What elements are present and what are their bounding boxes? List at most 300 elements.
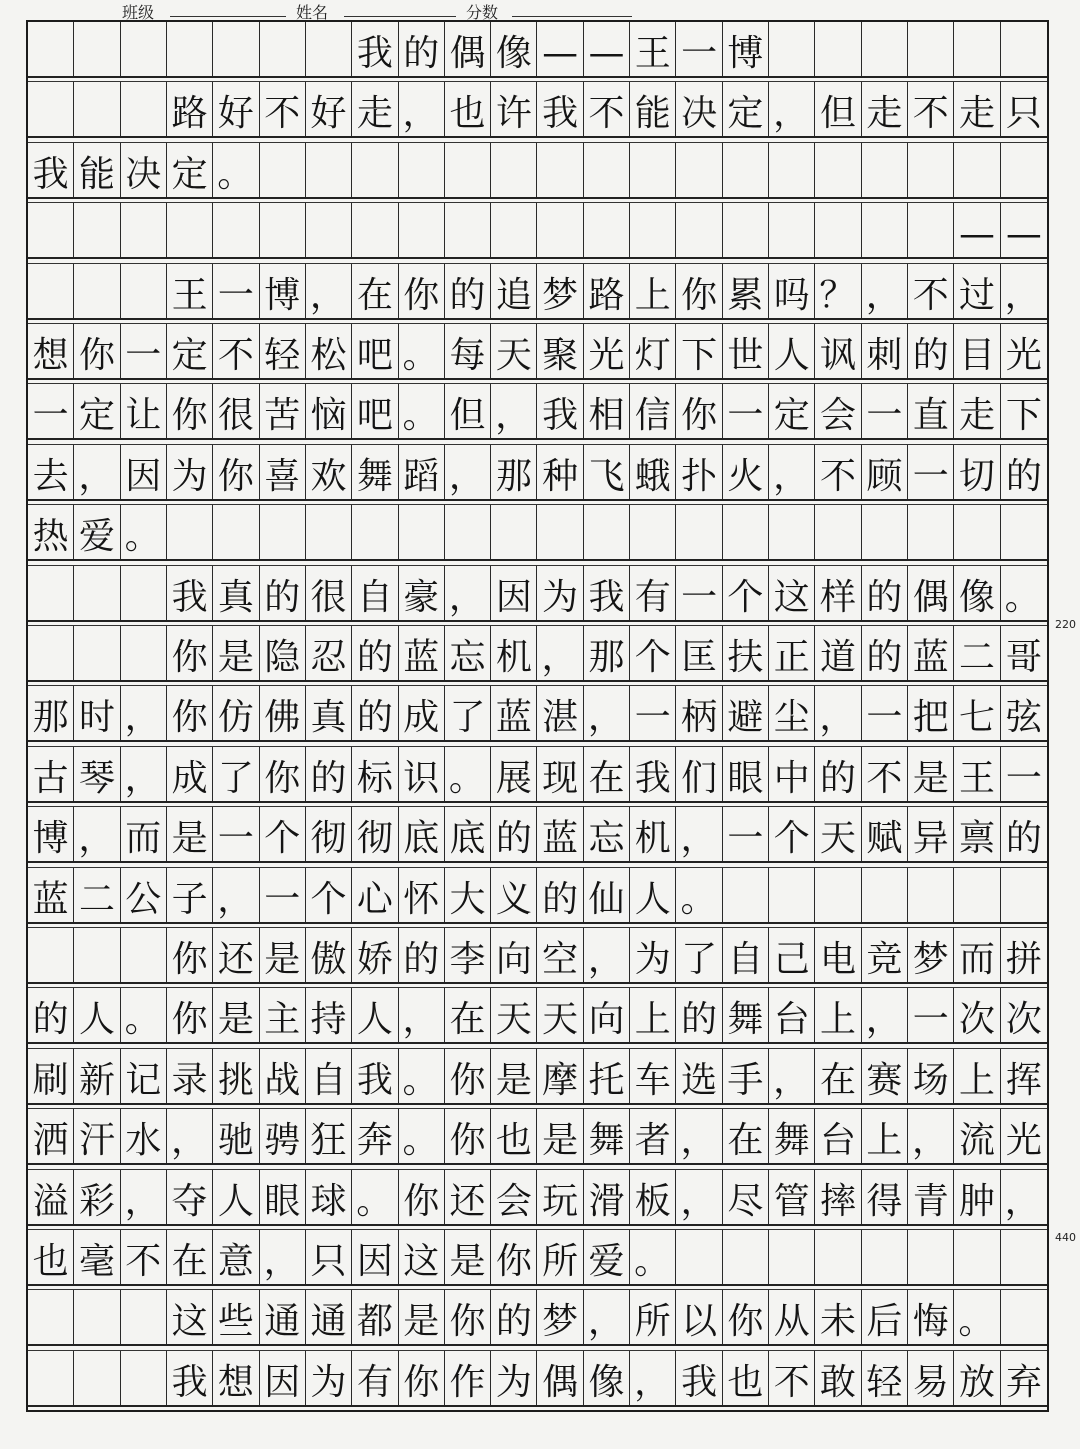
- grid-cell: [862, 203, 908, 257]
- grid-cell: [28, 626, 74, 680]
- grid-cell: [306, 203, 352, 257]
- grid-cell: [676, 505, 722, 559]
- grid-cell: 二: [74, 868, 120, 922]
- grid-cell: [167, 505, 213, 559]
- grid-cell: [213, 22, 259, 76]
- grid-cell: 了: [445, 686, 491, 740]
- grid-cell: 异: [908, 807, 954, 861]
- grid-cell: [723, 203, 769, 257]
- grid-cell: 通: [260, 1290, 306, 1344]
- grid-cell: [630, 203, 676, 257]
- grid-cell: [769, 868, 815, 922]
- grid-cell: 次: [1005, 999, 1042, 1041]
- grid-cell: 的: [908, 324, 954, 378]
- grid-cell: —: [584, 22, 630, 76]
- grid-cell: ，: [630, 1351, 676, 1405]
- grid-cell: 是: [213, 988, 259, 1042]
- grid-cell: 上: [630, 264, 676, 318]
- grid-cell: 不: [584, 82, 630, 136]
- grid-cell: 不: [908, 82, 954, 136]
- grid-cell: 很: [213, 384, 259, 438]
- grid-cell: 公: [121, 868, 167, 922]
- grid-cell: 是: [908, 747, 954, 801]
- grid-cell: —: [537, 22, 583, 76]
- grid-row: [28, 324, 1047, 380]
- grid-cell: 。: [445, 747, 491, 801]
- grid-cell: 王: [954, 747, 1000, 801]
- grid-cell: 了: [213, 747, 259, 801]
- grid-row: [28, 1351, 1047, 1407]
- grid-cell: 博: [28, 807, 74, 861]
- grid-cell: [537, 203, 583, 257]
- grid-cell: 路: [167, 82, 213, 136]
- grid-cell: [121, 203, 167, 257]
- grid-cell: 意: [213, 1230, 259, 1284]
- grid-cell: 挑: [213, 1049, 259, 1103]
- grid-cell: [213, 203, 259, 257]
- grid-cell: 匡: [676, 626, 722, 680]
- grid-cell: 心: [352, 868, 398, 922]
- grid-cell: ，: [445, 566, 491, 620]
- grid-cell: 湛: [537, 686, 583, 740]
- grid-cell: [1001, 505, 1047, 559]
- grid-cell: 成: [399, 686, 445, 740]
- grid-cell: 滑: [584, 1170, 630, 1224]
- grid-cell: ，: [584, 928, 630, 982]
- grid-cell: 的: [862, 566, 908, 620]
- grid-cell: 空: [537, 928, 583, 982]
- class-blank: [170, 16, 286, 17]
- grid-cell: [399, 143, 445, 197]
- grid-cell: 场: [908, 1049, 954, 1103]
- grid-cell: 我: [537, 82, 583, 136]
- grid-cell: [28, 1351, 74, 1405]
- class-label: 班级: [122, 3, 155, 22]
- grid-cell: 竞: [862, 928, 908, 982]
- grid-cell: [630, 505, 676, 559]
- grid-row: [28, 22, 1047, 78]
- grid-cell: [908, 22, 954, 76]
- grid-cell: 博: [260, 264, 306, 318]
- grid-cell: 弦: [1005, 697, 1042, 739]
- grid-cell: 因: [491, 566, 537, 620]
- grid-cell: 的: [306, 747, 352, 801]
- grid-cell: 也: [723, 1351, 769, 1405]
- grid-cell: [723, 868, 769, 922]
- grid-cell: 水: [121, 1109, 167, 1163]
- grid-cell: [445, 203, 491, 257]
- grid-cell: 我: [584, 566, 630, 620]
- grid-cell: 走: [954, 82, 1000, 136]
- grid-cell: 想: [213, 1351, 259, 1405]
- grid-cell: [74, 1290, 120, 1344]
- grid-cell: ，: [769, 82, 815, 136]
- grid-row: [28, 203, 1047, 259]
- grid-cell: [954, 868, 1000, 922]
- grid-cell: [121, 1351, 167, 1405]
- grid-cell: 路: [584, 264, 630, 318]
- grid-cell: [121, 264, 167, 318]
- grid-cell: 一: [260, 868, 306, 922]
- grid-cell: 讽: [815, 324, 861, 378]
- grid-cell: 舞: [723, 988, 769, 1042]
- grid-cell: ，: [74, 445, 120, 499]
- grid-cell: 拼: [1005, 939, 1042, 980]
- grid-cell: [769, 203, 815, 257]
- grid-cell: 一: [723, 384, 769, 438]
- grid-row: [28, 566, 1047, 622]
- grid-cell: 驰: [213, 1109, 259, 1163]
- grid-cell: [399, 505, 445, 559]
- grid-cell: 柄: [676, 686, 722, 740]
- grid-cell: 苦: [260, 384, 306, 438]
- grid-cell: [167, 22, 213, 76]
- grid-cell: 后: [862, 1290, 908, 1344]
- grid-cell: 个: [723, 566, 769, 620]
- grid-cell: 一: [908, 988, 954, 1042]
- grid-cell: 信: [630, 384, 676, 438]
- grid-row: [28, 626, 1047, 682]
- grid-cell: [1001, 868, 1047, 922]
- grid-cell: 不: [862, 747, 908, 801]
- grid-cell: 现: [537, 747, 583, 801]
- name-label: 姓名: [296, 3, 329, 22]
- grid-cell: 仿: [213, 686, 259, 740]
- grid-cell: 天: [491, 988, 537, 1042]
- grid-cell: [445, 505, 491, 559]
- grid-cell: ，: [676, 807, 722, 861]
- word-count-marker-440: 440: [1055, 1231, 1076, 1244]
- grid-cell: 正: [769, 626, 815, 680]
- grid-cell: 标: [352, 747, 398, 801]
- grid-cell: 的: [445, 264, 491, 318]
- grid-cell: [584, 203, 630, 257]
- grid-cell: 。: [121, 988, 167, 1042]
- grid-cell: 是: [399, 1290, 445, 1344]
- grid-cell: 因: [121, 445, 167, 499]
- grid-cell: ，: [676, 1109, 722, 1163]
- grid-cell: 。: [676, 868, 722, 922]
- grid-cell: 底: [445, 807, 491, 861]
- grid-cell: [584, 505, 630, 559]
- grid-cell: 博: [723, 22, 769, 76]
- grid-cell: ，: [908, 1109, 954, 1163]
- grid-cell: 手: [723, 1049, 769, 1103]
- grid-cell: 上: [815, 988, 861, 1042]
- grid-cell: 好: [213, 82, 259, 136]
- grid-cell: [74, 82, 120, 136]
- grid-cell: 个: [769, 807, 815, 861]
- grid-cell: 像: [954, 566, 1000, 620]
- grid-cell: 许: [491, 82, 537, 136]
- grid-cell: 不: [121, 1230, 167, 1284]
- grid-cell: 人: [352, 988, 398, 1042]
- grid-cell: [769, 22, 815, 76]
- grid-cell: ，: [769, 1049, 815, 1103]
- grid-cell: 蓝: [28, 868, 74, 922]
- grid-cell: 忘: [584, 807, 630, 861]
- grid-cell: 能: [74, 143, 120, 197]
- grid-cell: 玩: [537, 1170, 583, 1224]
- grid-cell: 机: [491, 626, 537, 680]
- grid-cell: 欢: [306, 445, 352, 499]
- grid-cell: 管: [769, 1170, 815, 1224]
- grid-cell: 我: [537, 384, 583, 438]
- grid-cell: 道: [815, 626, 861, 680]
- grid-cell: [862, 143, 908, 197]
- grid-cell: 不: [908, 264, 954, 318]
- grid-cell: 蛾: [630, 445, 676, 499]
- grid-row: [28, 1290, 1047, 1346]
- grid-cell: 这: [769, 566, 815, 620]
- grid-cell: ，: [862, 264, 908, 318]
- grid-cell: [862, 505, 908, 559]
- grid-cell: 所: [537, 1230, 583, 1284]
- grid-cell: 毫: [74, 1230, 120, 1284]
- grid-cell: [352, 143, 398, 197]
- grid-row: [28, 1049, 1047, 1105]
- grid-cell: 娇: [352, 928, 398, 982]
- grid-cell: 你: [445, 1109, 491, 1163]
- grid-cell: [491, 143, 537, 197]
- grid-cell: [74, 626, 120, 680]
- grid-cell: 的: [862, 626, 908, 680]
- grid-cell: 下: [1005, 395, 1042, 437]
- grid-cell: 是: [167, 807, 213, 861]
- grid-cell: 一: [908, 445, 954, 499]
- grid-cell: 我: [167, 566, 213, 620]
- grid-cell: 目: [954, 324, 1000, 378]
- grid-cell: [723, 143, 769, 197]
- grid-cell: [676, 203, 722, 257]
- grid-cell: 你: [399, 1170, 445, 1224]
- grid-cell: 还: [213, 928, 259, 982]
- grid-cell: 易: [908, 1351, 954, 1405]
- grid-cell: [954, 22, 1000, 76]
- grid-cell: 种: [537, 445, 583, 499]
- grid-cell: 一: [121, 324, 167, 378]
- grid-cell: 摔: [815, 1170, 861, 1224]
- grid-cell: [723, 505, 769, 559]
- grid-cell: 佛: [260, 686, 306, 740]
- grid-row: [28, 807, 1047, 863]
- grid-cell: [908, 868, 954, 922]
- grid-cell: 走: [352, 82, 398, 136]
- grid-cell: 会: [815, 384, 861, 438]
- grid-cell: 这: [167, 1290, 213, 1344]
- grid-cell: ，: [584, 686, 630, 740]
- grid-cell: 的: [399, 22, 445, 76]
- grid-cell: 自: [723, 928, 769, 982]
- grid-cell: 而: [121, 807, 167, 861]
- grid-cell: 也: [28, 1230, 74, 1284]
- grid-cell: 想: [28, 324, 74, 378]
- grid-cell: 人: [769, 324, 815, 378]
- grid-cell: 在: [723, 1109, 769, 1163]
- grid-cell: ，: [676, 1170, 722, 1224]
- grid-cell: 只: [306, 1230, 352, 1284]
- grid-cell: 不: [769, 1351, 815, 1405]
- grid-cell: 喜: [260, 445, 306, 499]
- grid-cell: 得: [862, 1170, 908, 1224]
- grid-cell: —: [1005, 214, 1042, 256]
- grid-cell: 奔: [352, 1109, 398, 1163]
- grid-cell: 一: [862, 384, 908, 438]
- grid-cell: [815, 22, 861, 76]
- grid-cell: [1001, 143, 1047, 197]
- grid-cell: ，: [167, 1109, 213, 1163]
- grid-row: [28, 445, 1047, 501]
- grid-cell: [74, 566, 120, 620]
- grid-cell: 们: [676, 747, 722, 801]
- grid-cell: [676, 143, 722, 197]
- grid-cell: 流: [954, 1109, 1000, 1163]
- grid-cell: 人: [630, 868, 676, 922]
- grid-cell: 台: [769, 988, 815, 1042]
- grid-cell: 过: [954, 264, 1000, 318]
- grid-row: [28, 505, 1047, 561]
- grid-cell: 青: [908, 1170, 954, 1224]
- grid-cell: 一: [213, 807, 259, 861]
- grid-cell: 选: [676, 1049, 722, 1103]
- grid-cell: 累: [723, 264, 769, 318]
- grid-cell: ，: [862, 988, 908, 1042]
- grid-cell: 那: [28, 686, 74, 740]
- grid-cell: 在: [815, 1049, 861, 1103]
- grid-cell: 只: [1005, 93, 1042, 135]
- grid-cell: 的: [260, 566, 306, 620]
- grid-row: [28, 1170, 1047, 1226]
- grid-cell: [630, 143, 676, 197]
- grid-cell: [260, 505, 306, 559]
- grid-cell: 去: [28, 445, 74, 499]
- grid-cell: 走: [862, 82, 908, 136]
- grid-cell: 赋: [862, 807, 908, 861]
- grid-cell: [769, 143, 815, 197]
- grid-cell: 悔: [908, 1290, 954, 1344]
- grid-cell: 彻: [306, 807, 352, 861]
- grid-cell: 。: [399, 1049, 445, 1103]
- grid-cell: 溢: [28, 1170, 74, 1224]
- grid-cell: 赛: [862, 1049, 908, 1103]
- grid-cell: 放: [954, 1351, 1000, 1405]
- grid-cell: 一: [213, 264, 259, 318]
- grid-cell: 但: [445, 384, 491, 438]
- grid-cell: 世: [723, 324, 769, 378]
- grid-cell: [213, 505, 259, 559]
- grid-cell: 在: [584, 747, 630, 801]
- score-label: 分数: [466, 3, 499, 22]
- grid-row: [28, 868, 1047, 924]
- grid-cell: 但: [815, 82, 861, 136]
- grid-cell: 自: [306, 1049, 352, 1103]
- grid-cell: 录: [167, 1049, 213, 1103]
- grid-cell: 为: [491, 1351, 537, 1405]
- grid-cell: 通: [306, 1290, 352, 1344]
- grid-cell: 向: [491, 928, 537, 982]
- grid-cell: 你: [491, 1230, 537, 1284]
- grid-cell: 蓝: [908, 626, 954, 680]
- grid-cell: ，: [399, 988, 445, 1042]
- grid-cell: ，: [399, 82, 445, 136]
- grid-cell: 电: [815, 928, 861, 982]
- grid-cell: 作: [445, 1351, 491, 1405]
- grid-cell: 二: [954, 626, 1000, 680]
- grid-cell: 轻: [862, 1351, 908, 1405]
- composition-grid: [26, 20, 1049, 1412]
- grid-cell: 像: [584, 1351, 630, 1405]
- grid-cell: [769, 505, 815, 559]
- grid-cell: 一: [676, 566, 722, 620]
- grid-cell: 哥: [1005, 637, 1042, 678]
- grid-cell: 中: [769, 747, 815, 801]
- grid-cell: 敢: [815, 1351, 861, 1405]
- grid-cell: 彻: [352, 807, 398, 861]
- grid-cell: 不: [260, 82, 306, 136]
- grid-cell: [908, 505, 954, 559]
- grid-cell: ，: [584, 1290, 630, 1344]
- name-blank: [344, 16, 456, 17]
- grid-cell: 这: [399, 1230, 445, 1284]
- grid-cell: [537, 143, 583, 197]
- grid-cell: 在: [445, 988, 491, 1042]
- grid-cell: 而: [954, 928, 1000, 982]
- grid-cell: [121, 626, 167, 680]
- grid-cell: 你: [167, 686, 213, 740]
- grid-cell: 有: [630, 566, 676, 620]
- grid-cell: 记: [121, 1049, 167, 1103]
- grid-cell: 蓝: [537, 807, 583, 861]
- grid-cell: 扶: [723, 626, 769, 680]
- grid-cell: 蓝: [399, 626, 445, 680]
- grid-cell: [28, 1290, 74, 1344]
- grid-cell: 为: [167, 445, 213, 499]
- grid-row: [28, 384, 1047, 440]
- grid-cell: 下: [676, 324, 722, 378]
- grid-cell: [121, 82, 167, 136]
- grid-cell: [28, 566, 74, 620]
- grid-cell: 会: [491, 1170, 537, 1224]
- grid-cell: 你: [167, 928, 213, 982]
- grid-cell: 天: [815, 807, 861, 861]
- grid-cell: 很: [306, 566, 352, 620]
- grid-cell: ，: [74, 807, 120, 861]
- grid-cell: 像: [491, 22, 537, 76]
- grid-cell: 仙: [584, 868, 630, 922]
- grid-cell: 能: [630, 82, 676, 136]
- grid-cell: 的: [1005, 455, 1042, 497]
- grid-cell: 有: [352, 1351, 398, 1405]
- grid-cell: 古: [28, 747, 74, 801]
- grid-cell: [28, 82, 74, 136]
- grid-cell: 爱: [74, 505, 120, 559]
- grid-cell: 隐: [260, 626, 306, 680]
- grid-cell: 次: [954, 988, 1000, 1042]
- grid-cell: 个: [260, 807, 306, 861]
- grid-cell: 偶: [445, 22, 491, 76]
- grid-cell: 松: [306, 324, 352, 378]
- grid-cell: 梦: [908, 928, 954, 982]
- grid-cell: 球: [306, 1170, 352, 1224]
- grid-cell: 飞: [584, 445, 630, 499]
- grid-cell: 定: [74, 384, 120, 438]
- grid-cell: [306, 143, 352, 197]
- grid-cell: 眼: [723, 747, 769, 801]
- grid-cell: 你: [676, 384, 722, 438]
- grid-cell: [815, 203, 861, 257]
- grid-row: [28, 1230, 1047, 1286]
- grid-cell: 那: [584, 626, 630, 680]
